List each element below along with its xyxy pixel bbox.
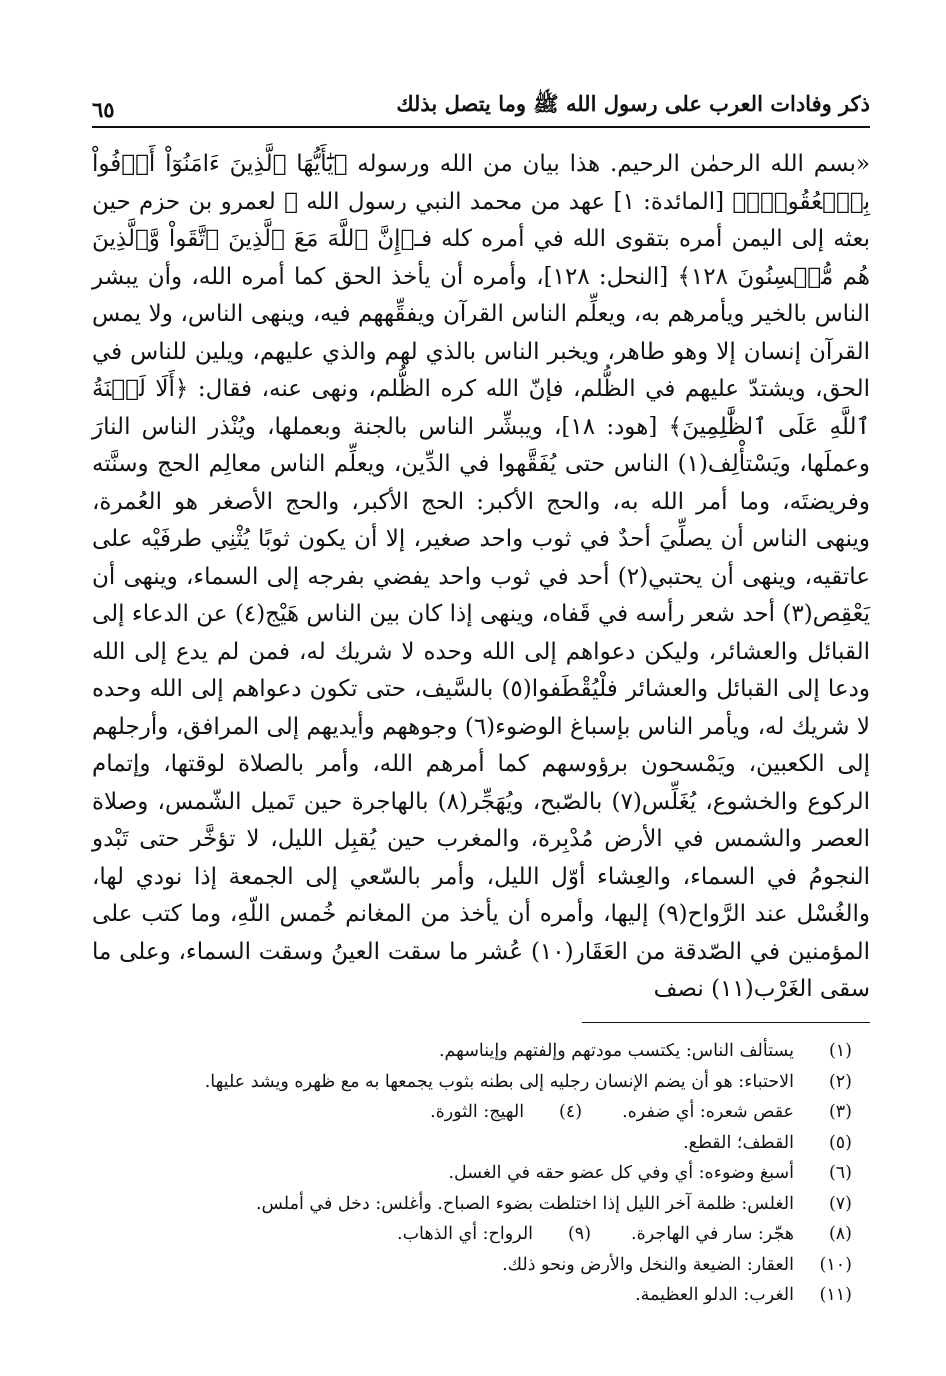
page-header (92, 84, 870, 128)
footnote-number: (٩) (567, 1224, 592, 1244)
page-number: ٦٥ (92, 97, 115, 122)
footnote-text: هجّر: سار في الهاجرة. (631, 1224, 794, 1244)
footnote-number: (٧) (828, 1193, 852, 1214)
running-title: ذكر وفادات العرب على رسول الله ﷺ وما يتصل بذلك (396, 91, 870, 116)
footnote-11 (92, 1280, 852, 1311)
footnote-6 (92, 1158, 852, 1189)
footnote-gap (591, 1219, 631, 1250)
footnote-text: العقار: الضيعة والنخل والأرض ونحو ذلك. (502, 1254, 794, 1275)
footnote-number: (١) (828, 1041, 852, 1061)
footnote-text: الغلس: ظلمة آخر الليل إذا اختلطت بضوء الصباح. وأغلس: دخل في أملس. (255, 1193, 794, 1214)
footnote-8-9 (92, 1219, 852, 1250)
footnote-3-4 (92, 1097, 852, 1128)
footnote-number: (٤) (559, 1102, 583, 1122)
footnote-number: (٦) (828, 1163, 852, 1183)
footnote-text: أسبغ وضوءه: أي وفي كل عضو حقه في الغسل. (448, 1163, 794, 1183)
main-text (92, 146, 870, 1009)
footnote-text: عقص شعره: أي ضفره. (622, 1102, 794, 1122)
footnote-number: (٨) (828, 1224, 852, 1244)
footnote-2 (92, 1067, 852, 1098)
footnote-text: الاحتباء: هو أن يضم الإنسان رجليه إلى بطنه بثوب يجمعها به مع ظهره ويشد عليها. (204, 1071, 794, 1092)
footnote-text: يستألف الناس: يكتسب مودتهم وإلفتهم وإيناسهم. (438, 1041, 794, 1061)
footnote-10 (92, 1250, 852, 1281)
footnote-1 (92, 1036, 852, 1067)
footnote-divider (582, 1022, 870, 1023)
footnote-7 (92, 1189, 852, 1220)
footnote-text: الغرب: الدلو العظيمة. (635, 1285, 794, 1305)
footnote-text: القطف؛ القطع. (683, 1132, 794, 1153)
footnotes (92, 1036, 852, 1311)
footnote-text: الرواح: أي الذهاب. (397, 1224, 534, 1244)
footnote-text: الهيج: الثورة. (430, 1102, 525, 1122)
body-paragraph: «بسم الله الرحمٰن الرحيم. هذا بيان من الله ورسوله ﴿يَٰٓأَيُّهَا ٱلَّذِينَ ءَامَنُوٓاْ أَوۡفُواْ بِٱلۡعُقُودِۚ﴾ [المائدة: ١] عهد من محمد النبي رسول الله ﷺ لعمرو بن حزم حين بعثه إلى اليمن أمره بتقوى الله في أمره كله فـ﴿إِنَّ ٱللَّهَ مَعَ ٱلَّذِينَ ٱتَّقَواْ وَّٱلَّذِينَ هُم مُّحۡسِنُونَ ١٢٨﴾ [النحل: ١٢٨]، وأمره أن يأخذ الحق كما أمره الله، وأن يبشر الناس بالخير ويأمرهم به، ويعلِّم الناس القرآن ويفقِّههم فيه، وينهى الناس، ولا يمس القرآن إنسان إلا وهو طاهر، ويخبر الناس بالذي لهم والذي عليهم، ويلين للناس في الحق، ويشتدّ عليهم في الظُّلم، فإنّ الله كره الظُّلم، ونهى عنه، فقال: ﴿أَلَا لَعۡنَةُ ٱللَّهِ عَلَى ٱلظَّٰلِمِينَ﴾ [هود: ١٨]، ويبشِّر الناس بالجنة وبعملها، ويُنْذر الناس النارَ وعملَها، ويَسْتأْلِف(١) الناس حتى يُفَقَّهوا في الدِّين، ويعلِّم الناس معالِم الحج وسنَّته وفريضتَه، وما أمر الله به، والحج الأكبر: الحج الأكبر، والحج الأصغر هو العُمرة، وينهى الناس أن يصلِّيَ أحدٌ في ثوب واحد صغير، إلا أن يكون ثوبًا يُثْنِي طرفَيْه على عاتقيه، وينهى أن يحتبي(٢) أحد في ثوب واحد يفضي بفرجه إلى السماء، وينهى أن يَعْقِص(٣) أحد شعر رأسه في قَفاه، وينهى إذا كان بين الناس هَيْج(٤) عن الدعاء إلى القبائل والعشائر، وليكن دعواهم إلى الله وحده لا شريك له، فمن لم يدع إلى الله ودعا إلى القبائل والعشائر فلْيُقْطَفوا(٥) بالسَّيف، حتى تكون دعواهم إلى الله وحده لا شريك له، ويأمر الناس بإسباغ الوضوء(٦) وجوههم وأيديهم إلى المرافق، وأرجلهم إلى الكعبين، ويَمْسحون برؤوسهم كما أمرهم الله، وأمر بالصلاة لوقتها، وإتمام الركوع والخشوع، يُغَلِّس(٧) بالصّبح، ويُهَجِّر(٨) بالهاجرة حين تَميل الشّمس، وصلاة العصر والشمس في الأرض مُدْبِرة، والمغرب حين يُقبِل الليل، لا تؤخَّر حتى تَبْدو النجومُ في السماء، والعِشاء أوّل الليل، وأمر بالسّعي إلى الجمعة إذا نودي لها، والغُسْل عند الرَّواح(٩) إليها، وأمره أن يأخذ من المغانم خُمس اللّهِ، وما كتب على المؤمنين في الصّدقة من العَقَار(١٠) عُشر ما سقت العينُ وسقت السماء، وعلى ما سقى الغَرْب(١١) نصف (92, 151, 871, 1002)
footnote-5 (92, 1128, 852, 1159)
footnote-number: (١٠) (819, 1254, 852, 1275)
footnote-number: (٣) (828, 1102, 852, 1122)
footnote-number: (٥) (828, 1132, 852, 1153)
footnote-number: (٢) (828, 1071, 852, 1092)
footnote-number: (١١) (819, 1285, 852, 1305)
footnote-gap (582, 1097, 622, 1128)
